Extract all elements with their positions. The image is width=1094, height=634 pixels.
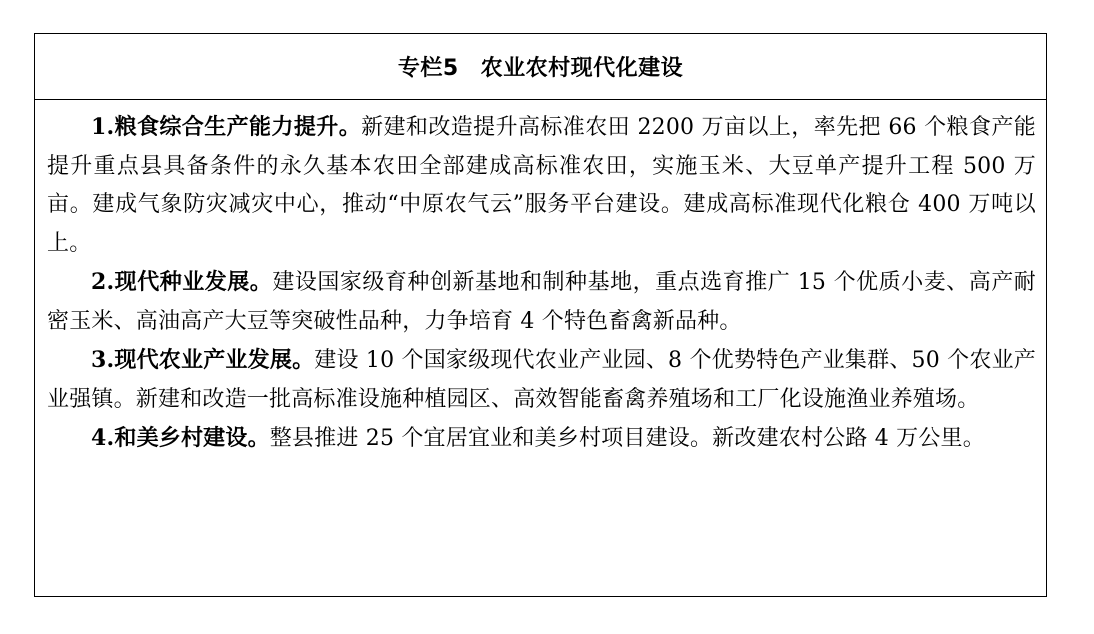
paragraph-village-construction	[47, 419, 1036, 459]
paragraph-text: 建设 10 个国家级现代农业产业园、8 个优势特色产业集群、50 个农业产业强镇。新建和改造一批高标准设施种植园区、高效智能畜禽养殖场和工厂化设施渔业养殖场。	[47, 348, 1036, 412]
paragraph-seed-industry	[47, 263, 1036, 341]
paragraph-text: 建设国家级育种创新基地和制种基地，重点选育推广 15 个优质小麦、高产耐密玉米、高油高产大豆等突破性品种，力争培育 4 个特色畜禽新品种。	[47, 270, 1036, 334]
column-header	[35, 34, 1046, 100]
paragraph-text: 整县推进 25 个宜居宜业和美乡村项目建设。新改建农村公路 4 万公里。	[269, 426, 985, 451]
paragraph-agri-industry	[47, 341, 1036, 419]
column-title: 农业农村现代化建设	[480, 56, 684, 81]
column-box	[34, 33, 1047, 597]
column-body	[35, 100, 1046, 459]
paragraph-heading: 1.粮食综合生产能力提升。	[91, 114, 362, 140]
paragraph-grain-capacity	[47, 108, 1036, 263]
paragraph-heading: 4.和美乡村建设。	[91, 425, 270, 451]
paragraph-text: 新建和改造提升高标准农田 2200 万亩以上，率先把 66 个粮食产能提升重点县具备条件的永久基本农田全部建成高标准农田，实施玉米、大豆单产提升工程 500 万亩。建成气象防灾减灾中心，推动“中原农气云”服务平台建设。建成高标准现代化粮仓 400 万吨以上。	[47, 115, 1036, 256]
paragraph-heading: 3.现代农业产业发展。	[91, 347, 315, 373]
column-label: 专栏5	[397, 56, 459, 81]
paragraph-heading: 2.现代种业发展。	[91, 269, 273, 295]
